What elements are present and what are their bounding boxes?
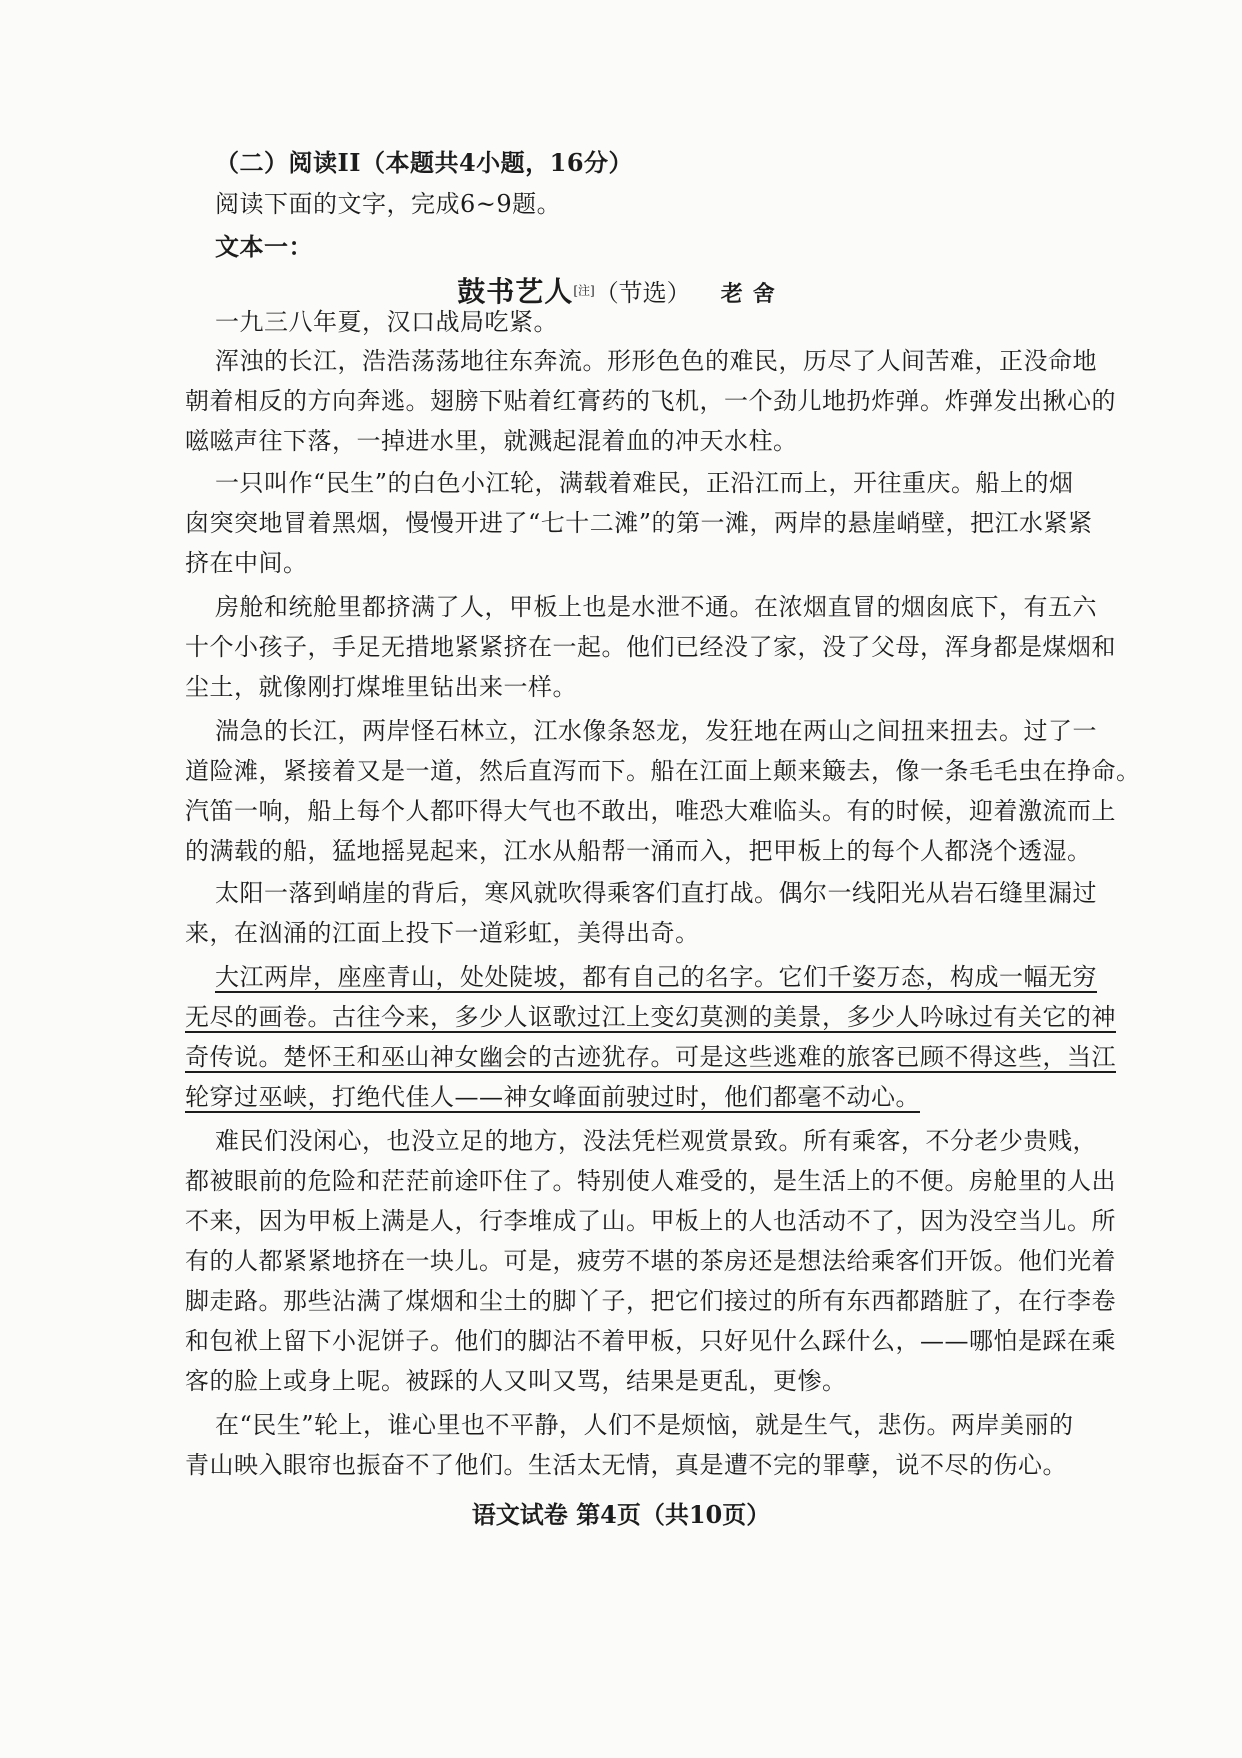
passage-line: 一九三八年夏，汉口战局吃紧。 xyxy=(215,308,558,336)
passage-line: 有的人都紧紧地挤在一块儿。可是，疲劳不堪的茶房还是想法给乘客们开饭。他们光着 xyxy=(185,1247,1116,1275)
passage-line: 朝着相反的方向奔逃。翅膀下贴着红膏药的飞机，一个劲儿地扔炸弹。炸弹发出揪心的 xyxy=(185,387,1116,415)
passage-line: 来，在汹涌的江面上投下一道彩虹，美得出奇。 xyxy=(185,919,700,947)
underlined-passage-line: 轮穿过巫峡，打绝代佳人——神女峰面前驶过时，他们都毫不动心。 xyxy=(185,1083,920,1111)
passage-title: 鼓书艺人 xyxy=(457,275,574,308)
section-heading: （二）阅读II（本题共4小题，16分） xyxy=(215,148,634,177)
passage-line: 湍急的长江，两岸怪石林立，江水像条怒龙，发狂地在两山之间扭来扭去。过了一 xyxy=(215,717,1097,745)
passage-line: 汽笛一响，船上每个人都吓得大气也不敢出，唯恐大难临头。有的时候，迎着激流而上 xyxy=(185,797,1116,825)
page-footer: 语文试卷 第4页（共10页） xyxy=(471,1500,771,1529)
passage-line: 和包袱上留下小泥饼子。他们的脚沾不着甲板，只好见什么踩什么，——哪怕是踩在乘 xyxy=(185,1327,1116,1355)
passage-line: 太阳一落到峭崖的背后，寒风就吹得乘客们直打战。偶尔一线阳光从岩石缝里漏过 xyxy=(215,879,1097,907)
passage-line: 道险滩，紧接着又是一道，然后直泻而下。船在江面上颠来簸去，像一条毛毛虫在挣命。 xyxy=(185,757,1141,785)
passage-line: 房舱和统舱里都挤满了人，甲板上也是水泄不通。在浓烟直冒的烟囱底下，有五六 xyxy=(215,593,1097,621)
footnote-marker: [注] xyxy=(573,283,595,298)
passage-line: 一只叫作“民生”的白色小江轮，满载着难民，正沿江而上，开往重庆。船上的烟 xyxy=(215,469,1074,497)
passage-author: 老舍 xyxy=(720,281,785,307)
passage-line: 浑浊的长江，浩浩荡荡地往东奔流。形形色色的难民，历尽了人间苦难，正没命地 xyxy=(215,347,1097,375)
passage-title-row xyxy=(0,270,1242,310)
passage-line: 脚走路。那些沾满了煤烟和尘土的脚丫子，把它们接过的所有东西都踏脏了，在行李卷 xyxy=(185,1287,1116,1315)
reading-instruction: 阅读下面的文字，完成6~9题。 xyxy=(215,190,562,218)
passage-line: 难民们没闲心，也没立足的地方，没法凭栏观赏景致。所有乘客，不分老少贵贱， xyxy=(215,1127,1097,1155)
passage-line: 客的脸上或身上呢。被踩的人又叫又骂，结果是更乱，更惨。 xyxy=(185,1367,847,1395)
passage-subtitle: （节选） xyxy=(594,279,691,307)
underlined-passage-line: 奇传说。楚怀王和巫山神女幽会的古迹犹存。可是这些逃难的旅客已顾不得这些，当江 xyxy=(185,1043,1116,1071)
underlined-passage-line: 大江两岸，座座青山，处处陡坡，都有自己的名字。它们千姿万态，构成一幅无穷 xyxy=(215,963,1097,991)
passage-line: 都被眼前的危险和茫茫前途吓住了。特别使人难受的，是生活上的不便。房舱里的人出 xyxy=(185,1167,1116,1195)
text-one-label: 文本一： xyxy=(215,232,313,261)
passage-line: 在“民生”轮上，谁心里也不平静，人们不是烦恼，就是生气，悲伤。两岸美丽的 xyxy=(215,1411,1074,1439)
passage-line: 十个小孩子，手足无措地紧紧挤在一起。他们已经没了家，没了父母，浑身都是煤烟和 xyxy=(185,633,1116,661)
passage-line: 的满载的船，猛地摇晃起来，江水从船帮一涌而入，把甲板上的每个人都浇个透湿。 xyxy=(185,837,1092,865)
passage-line: 尘土，就像刚打煤堆里钻出来一样。 xyxy=(185,673,577,701)
passage-line: 不来，因为甲板上满是人，行李堆成了山。甲板上的人也活动不了，因为没空当儿。所 xyxy=(185,1207,1116,1235)
underlined-passage-line: 无尽的画卷。古往今来，多少人讴歌过江上变幻莫测的美景，多少人吟咏过有关它的神 xyxy=(185,1003,1116,1031)
passage-line: 挤在中间。 xyxy=(185,549,308,577)
passage-line: 青山映入眼帘也振奋不了他们。生活太无情，真是遭不完的罪孽，说不尽的伤心。 xyxy=(185,1451,1067,1479)
passage-line: 嗞嗞声往下落，一掉进水里，就溅起混着血的冲天水柱。 xyxy=(185,427,798,455)
passage-line: 囱突突地冒着黑烟，慢慢开进了“七十二滩”的第一滩，两岸的悬崖峭壁，把江水紧紧 xyxy=(185,509,1093,537)
